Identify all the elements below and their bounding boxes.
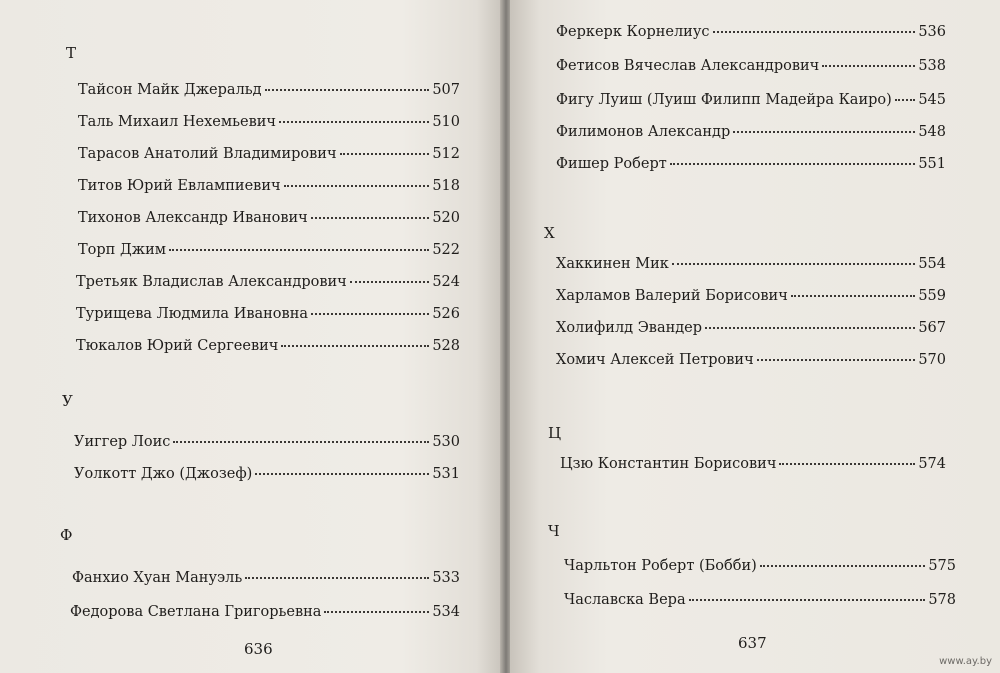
index-entry: Тюкалов Юрий Сергеевич 528: [76, 338, 460, 354]
leader-dots: [245, 577, 429, 579]
index-entry: Торп Джим 522: [78, 242, 460, 258]
index-entry: Фанхио Хуан Мануэль 533: [72, 570, 460, 586]
watermark: www.ay.by: [939, 656, 992, 667]
index-entry: Феркерк Корнелиус 536: [556, 24, 946, 40]
index-entry: Филимонов Александр 548: [556, 124, 946, 140]
index-entry: Фетисов Вячеслав Александрович 538: [556, 58, 946, 74]
index-entry: Тайсон Майк Джеральд 507: [78, 82, 460, 98]
leader-dots: [670, 163, 916, 165]
index-entry: Уиггер Лоис 530: [74, 434, 460, 450]
leader-dots: [173, 441, 429, 443]
leader-dots: [281, 345, 429, 347]
leader-dots: [169, 249, 429, 251]
leader-dots: [791, 295, 916, 297]
page-number: 636: [244, 640, 273, 658]
leader-dots: [311, 313, 429, 315]
leader-dots: [760, 565, 926, 567]
index-entry: Цзю Константин Борисович 574: [560, 456, 946, 472]
leader-dots: [733, 131, 915, 133]
section-letter-f: Ф: [60, 526, 73, 544]
leader-dots: [284, 185, 430, 187]
leader-dots: [279, 121, 429, 123]
leader-dots: [255, 473, 429, 475]
index-entry: Фигу Луиш (Луиш Филипп Мадейра Каиро) 545: [556, 92, 946, 108]
index-entry: Чарльтон Роберт (Бобби) 575: [564, 558, 956, 574]
leader-dots: [713, 31, 916, 33]
section-letter-ts: Ц: [548, 424, 562, 442]
index-entry: Тарасов Анатолий Владимирович 512: [78, 146, 460, 162]
section-letter-t: Т: [66, 44, 77, 62]
index-entry: Холифилд Эвандер 567: [556, 320, 946, 336]
leader-dots: [822, 65, 915, 67]
index-entry: Третьяк Владислав Александрович 524: [76, 274, 460, 290]
index-entry: Турищева Людмила Ивановна 526: [76, 306, 460, 322]
section-letter-kh: Х: [544, 224, 555, 242]
index-entry: Уолкотт Джо (Джозеф) 531: [74, 466, 460, 482]
index-entry: Хаккинен Мик 554: [556, 256, 946, 272]
leader-dots: [757, 359, 916, 361]
index-entry: Хомич Алексей Петрович 570: [556, 352, 946, 368]
leader-dots: [340, 153, 430, 155]
index-entry: Титов Юрий Евлампиевич 518: [78, 178, 460, 194]
leader-dots: [265, 89, 430, 91]
leader-dots: [350, 281, 430, 283]
leader-dots: [705, 327, 915, 329]
index-entry: Фишер Роберт 551: [556, 156, 946, 172]
section-letter-ch: Ч: [548, 522, 560, 540]
index-entry: Харламов Валерий Борисович 559: [556, 288, 946, 304]
index-entry: Таль Михаил Нехемьевич 510: [78, 114, 460, 130]
section-letter-u: У: [62, 392, 73, 410]
leader-dots: [895, 99, 916, 101]
leader-dots: [324, 611, 429, 613]
right-page: [510, 0, 1000, 673]
leader-dots: [689, 599, 926, 601]
leader-dots: [779, 463, 915, 465]
index-entry: Чаславска Вера 578: [564, 592, 956, 608]
index-entry: Тихонов Александр Иванович 520: [78, 210, 460, 226]
index-entry: Федорова Светлана Григорьевна 534: [70, 604, 460, 620]
page-number: 637: [738, 634, 767, 652]
leader-dots: [311, 217, 430, 219]
leader-dots: [672, 263, 915, 265]
